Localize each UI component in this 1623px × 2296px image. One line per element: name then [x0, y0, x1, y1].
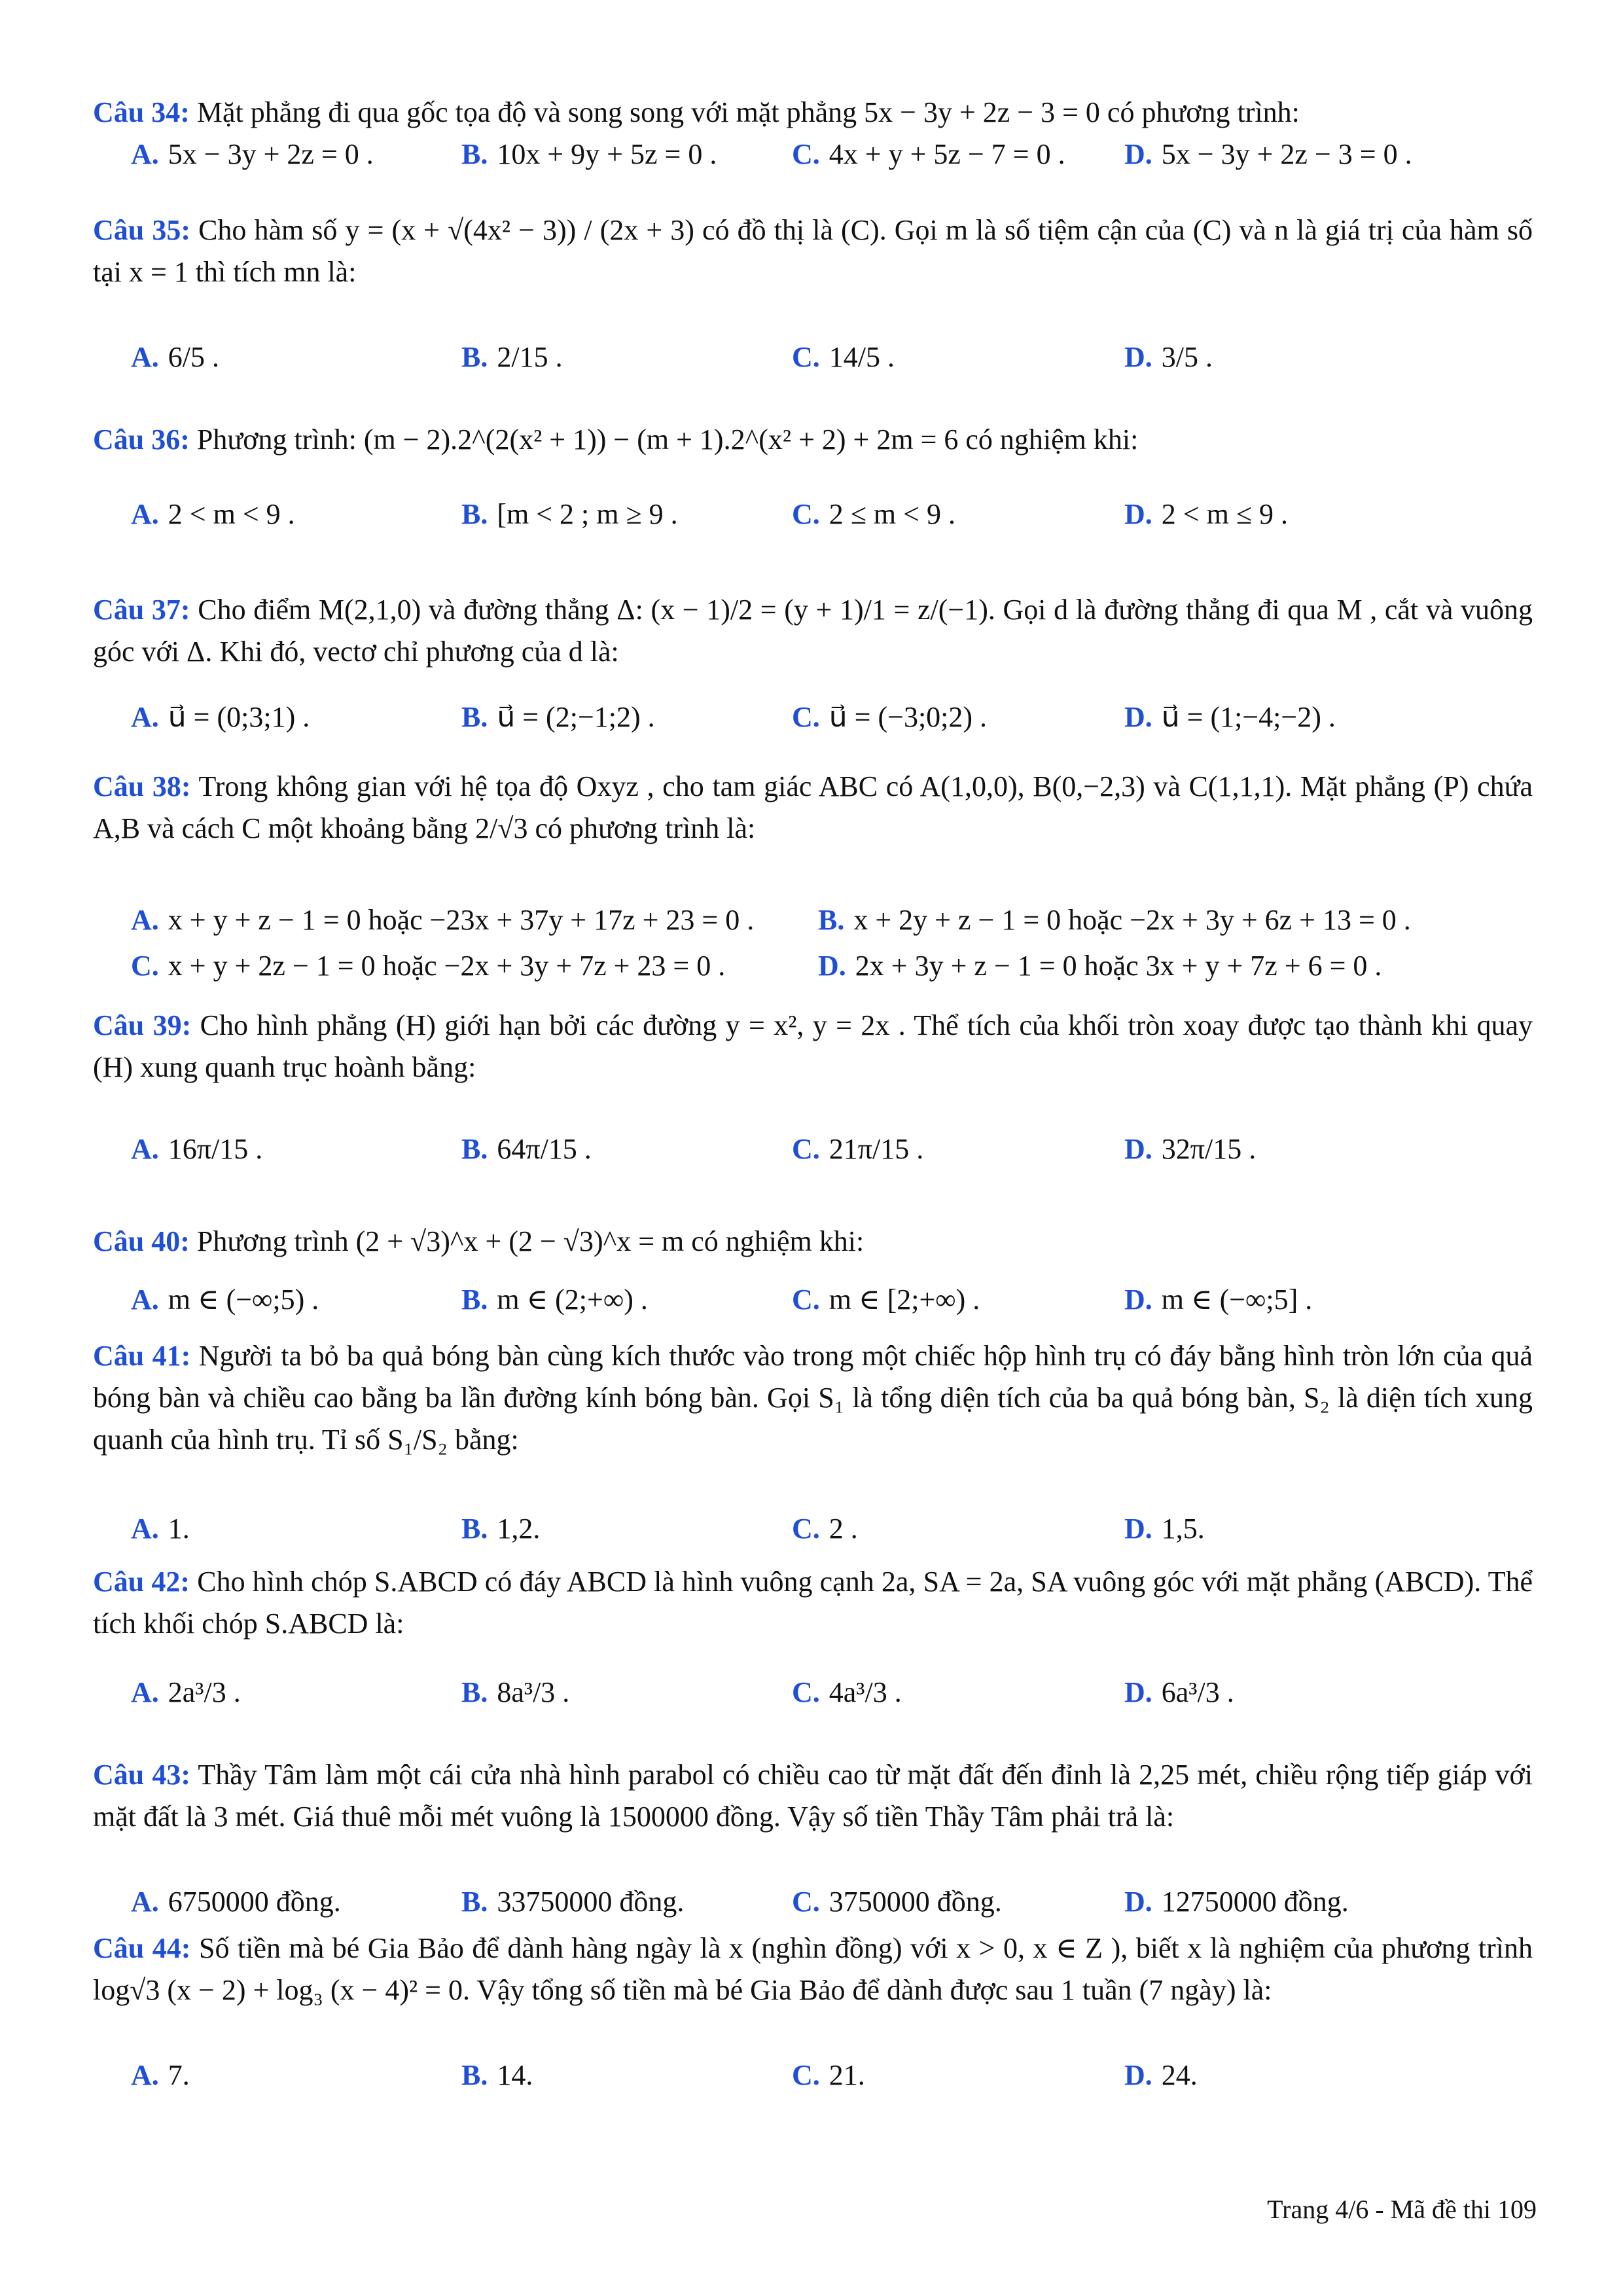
option-c: C. 3750000 đồng.: [792, 1886, 1002, 1918]
option-d: D. 24.: [1124, 2059, 1198, 2091]
page-footer: Trang 4/6 - Mã đề thi 109: [1267, 2195, 1537, 2224]
option-a: A. x + y + z − 1 = 0 hoặc −23x + 37y + 17z + 23 = 0 .: [131, 904, 755, 936]
option-b: B. 1,2.: [461, 1513, 541, 1545]
question-label: Câu 39:: [93, 1009, 192, 1041]
option-d: D. 1,5.: [1124, 1513, 1205, 1545]
options-42: [131, 1676, 1544, 1723]
question-label: Câu 35:: [93, 214, 190, 246]
option-c: C. 14/5 .: [792, 341, 895, 373]
option-b: B. m ∈ (2;+∞) .: [461, 1283, 648, 1316]
option-a: A. u⃗ = (0;3;1) .: [131, 701, 310, 733]
options-39: [131, 1132, 1544, 1179]
option-a: A. 2a³/3 .: [131, 1676, 241, 1708]
question-label: Câu 43:: [93, 1759, 191, 1791]
question-label: Câu 42:: [93, 1566, 190, 1598]
option-c: C. x + y + 2z − 1 = 0 hoặc −2x + 3y + 7z + 23 = 0 .: [131, 950, 726, 982]
option-b: B. x + 2y + z − 1 = 0 hoặc −2x + 3y + 6z + 13 = 0 .: [818, 904, 1411, 936]
option-d: D. 2x + 3y + z − 1 = 0 hoặc 3x + y + 7z + 6 = 0 .: [818, 950, 1382, 982]
option-c: C. 21π/15 .: [792, 1133, 924, 1165]
option-c: C. u⃗ = (−3;0;2) .: [792, 701, 988, 733]
question-text: Phương trình: (m − 2).2^(2(x² + 1)) − (m + 1).2^(x² + 2) + 2m = 6 có nghiệm khi:: [196, 423, 1139, 456]
question-43: [93, 1754, 1533, 1838]
options-38-row2: [131, 949, 1544, 996]
option-a: A. 1.: [131, 1513, 190, 1545]
option-b: B. 10x + 9y + 5z = 0 .: [461, 138, 717, 170]
question-text: Cho điểm M(2,1,0) và đường thẳng Δ: (x − 1)/2 = (y + 1)/1 = z/(−1). Gọi d là đường thẳng đi qua M , cắt và vuông góc với Δ. Khi đó, vectơ chỉ phương của d là:: [93, 594, 1533, 668]
option-d: D. 12750000 đồng.: [1124, 1886, 1349, 1918]
option-c: C. 2 .: [792, 1513, 858, 1545]
option-a: A. 7.: [131, 2059, 190, 2091]
question-36: [93, 419, 1533, 461]
question-39: [93, 1005, 1533, 1088]
option-d: D. 32π/15 .: [1124, 1133, 1257, 1165]
question-label: Câu 36:: [93, 423, 190, 456]
options-44: [131, 2058, 1544, 2106]
option-a: A. 6/5 .: [131, 341, 220, 373]
question-text: Phương trình (2 + √3)^x + (2 − √3)^x = m có nghiệm khi:: [196, 1225, 865, 1257]
question-label: Câu 41:: [93, 1340, 191, 1372]
option-a: A. 6750000 đồng.: [131, 1886, 341, 1918]
question-41: [93, 1335, 1533, 1461]
question-label: Câu 34:: [93, 96, 190, 128]
option-b: B. [m < 2 ; m ≥ 9 .: [461, 498, 678, 530]
option-b: B. 33750000 đồng.: [461, 1886, 685, 1918]
question-37: [93, 589, 1533, 673]
option-b: B. 14.: [461, 2059, 533, 2091]
question-label: Câu 40:: [93, 1225, 190, 1257]
question-label: Câu 37:: [93, 594, 190, 626]
question-44: [93, 1928, 1533, 2011]
option-b: B. 8a³/3 .: [461, 1676, 570, 1708]
option-d: D. 6a³/3 .: [1124, 1676, 1234, 1708]
question-text: Trong không gian với hệ tọa độ Oxyz , cho tam giác ABC có A(1,0,0), B(0,−2,3) và C(1,1,1). Mặt phẳng (P) chứa A,B và cách C một khoảng bằng 2/√3 có phương trình là:: [93, 770, 1533, 844]
option-d: D. m ∈ (−∞;5] .: [1124, 1283, 1313, 1316]
question-text: Thầy Tâm làm một cái cửa nhà hình parabol có chiều cao từ mặt đất đến đỉnh là 2,25 mét, chiều rộng tiếp giáp với mặt đất là 3 mét. Giá thuê mỗi mét vuông là 1500000 đồng. Vậy số tiền Thầy Tâm phải trả là:: [93, 1759, 1533, 1833]
option-c: C. 2 ≤ m < 9 .: [792, 498, 955, 530]
option-d: D. u⃗ = (1;−4;−2) .: [1124, 701, 1336, 733]
question-text: Cho hình chóp S.ABCD có đáy ABCD là hình vuông cạnh 2a, SA = 2a, SA vuông góc với mặt phẳng (ABCD). Thể tích khối chóp S.ABCD là:: [93, 1566, 1533, 1640]
question-38: [93, 766, 1533, 850]
option-c: C. m ∈ [2;+∞) .: [792, 1283, 980, 1316]
option-b: B. 2/15 .: [461, 341, 563, 373]
question-label: Câu 44:: [93, 1932, 191, 1964]
option-b: B. u⃗ = (2;−1;2) .: [461, 701, 655, 733]
option-d: D. 2 < m ≤ 9 .: [1124, 498, 1288, 530]
question-42: [93, 1561, 1533, 1645]
option-a: A. 2 < m < 9 .: [131, 498, 295, 530]
option-d: D. 3/5 .: [1124, 341, 1213, 373]
option-a: A. 5x − 3y + 2z = 0 .: [131, 138, 374, 170]
option-b: B. 64π/15 .: [461, 1133, 592, 1165]
question-text: Số tiền mà bé Gia Bảo để dành hàng ngày là x (nghìn đồng) với x > 0, x ∈ Z ), biết x là nghiệm của phương trình log√3 (x − 2) + log₃ (x − 4)² = 0. Vậy tổng số tiền mà bé Gia Bảo để dành được sau 1 tuần (7 ngày) là:: [93, 1932, 1533, 2006]
question-text: Mặt phẳng đi qua gốc tọa độ và song song với mặt phẳng 5x − 3y + 2z − 3 = 0 có phương trình:: [196, 96, 1300, 128]
option-a: A. m ∈ (−∞;5) .: [131, 1283, 319, 1316]
options-38-row1: [131, 903, 1544, 950]
question-text: Người ta bỏ ba quả bóng bàn cùng kích thước vào trong một chiếc hộp hình trụ có đáy bằng hình tròn lớn của quả bóng bàn và chiều cao bằng ba lần đường kính bóng bàn. Gọi S₁ là tổng diện tích của ba quả bóng bàn, S₂ là diện tích xung quanh của hình trụ. Tỉ số S₁/S₂ bằng:: [93, 1340, 1533, 1456]
options-36: [131, 497, 1544, 545]
options-41: [131, 1512, 1544, 1559]
question-40: [93, 1221, 1533, 1263]
option-c: C. 4a³/3 .: [792, 1676, 902, 1708]
question-label: Câu 38:: [93, 770, 191, 802]
options-34: [131, 137, 1544, 185]
option-d: D. 5x − 3y + 2z − 3 = 0 .: [1124, 138, 1412, 170]
options-35: [131, 340, 1544, 387]
question-text: Cho hàm số y = (x + √(4x² − 3)) / (2x + 3) có đồ thị là (C). Gọi m là số tiệm cận của (C) và n là giá trị của hàm số tại x = 1 thì tích mn là:: [93, 214, 1533, 288]
question-34: [93, 92, 1533, 134]
option-a: A. 16π/15 .: [131, 1133, 263, 1165]
question-35: [93, 209, 1533, 293]
options-37: [131, 700, 1544, 747]
options-40: [131, 1283, 1544, 1330]
option-c: C. 21.: [792, 2059, 865, 2091]
options-43: [131, 1885, 1544, 1932]
option-c: C. 4x + y + 5z − 7 = 0 .: [792, 138, 1065, 170]
question-text: Cho hình phẳng (H) giới hạn bởi các đường y = x², y = 2x . Thể tích của khối tròn xoay được tạo thành khi quay (H) xung quanh trục hoành bằng:: [93, 1009, 1533, 1083]
